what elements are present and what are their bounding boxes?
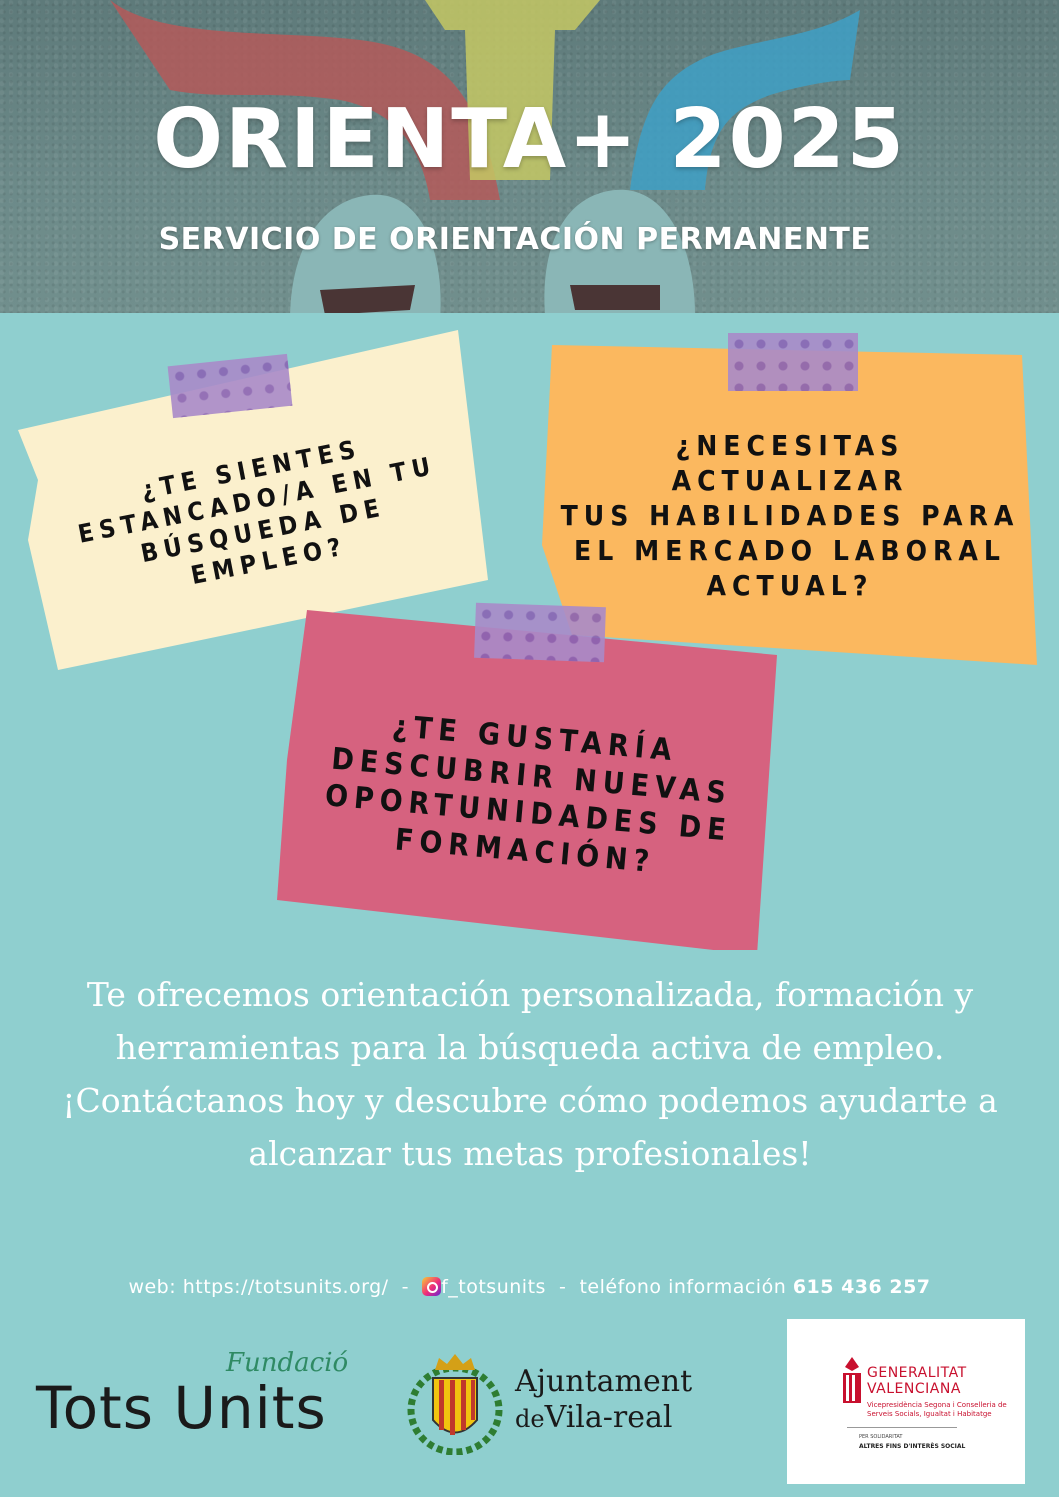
header-banner bbox=[0, 0, 1059, 313]
contact-line bbox=[0, 1276, 1059, 1298]
gva-title bbox=[867, 1365, 967, 1397]
web-link[interactable]: https://totsunits.org/ bbox=[182, 1276, 389, 1298]
note-skills-question bbox=[560, 400, 1020, 630]
logo-name-text: Tots Units bbox=[36, 1374, 327, 1442]
gva-footer-2: ALTRES FINS D'INTERÈS SOCIAL bbox=[859, 1443, 966, 1450]
note-text: ¿NECESITAS ACTUALIZAR TUS HABILIDADES PARA EL MERCADO LABORAL ACTUAL? bbox=[560, 428, 1020, 602]
divider bbox=[847, 1427, 957, 1428]
phone-label: teléfono información bbox=[579, 1276, 787, 1298]
tape-decoration bbox=[728, 333, 858, 391]
ajuntament-line1: Ajuntament bbox=[515, 1364, 693, 1399]
description-paragraph: Te ofrecemos orientación personalizada, formación y herramientas para la búsqueda activa de empleo. bbox=[86, 975, 974, 1067]
page-title: ORIENTA+ 2025 bbox=[153, 92, 906, 187]
logo-fundacio-text: Fundació bbox=[226, 1348, 349, 1378]
note-training-question bbox=[290, 650, 770, 939]
ajuntament-city: Vila-real bbox=[544, 1400, 673, 1435]
ajuntament-logo bbox=[405, 1350, 695, 1460]
gva-footer-1: PER SOLIDARITAT bbox=[859, 1434, 903, 1440]
call-to-action: ¡Contáctanos hoy y descubre cómo podemos ayudarte a alcanzar tus metas profesionales! bbox=[62, 1081, 998, 1173]
tots-units-logo bbox=[36, 1346, 356, 1456]
page-subtitle: SERVICIO DE ORIENTACIÓN PERMANENTE bbox=[158, 222, 872, 257]
generalitat-emblem-icon bbox=[837, 1357, 867, 1417]
generalitat-logo bbox=[787, 1319, 1025, 1484]
tape-decoration bbox=[474, 603, 606, 663]
gva-title-line1: GENERALITAT bbox=[867, 1365, 967, 1381]
ajuntament-line2 bbox=[515, 1400, 673, 1435]
coat-of-arms-icon bbox=[405, 1350, 505, 1455]
description-text bbox=[40, 968, 1020, 1180]
note-text: ¿TE GUSTARÍA DESCUBRIR NUEVAS OPORTUNIDADES DE FORMACIÓN? bbox=[323, 708, 734, 880]
web-label: web: bbox=[128, 1276, 177, 1298]
separator: - bbox=[401, 1276, 409, 1298]
instagram-handle[interactable]: f_totsunits bbox=[441, 1276, 546, 1298]
ajuntament-prefix: de bbox=[515, 1405, 545, 1433]
gva-title-line2: VALENCIANA bbox=[867, 1381, 961, 1397]
instagram-icon bbox=[422, 1277, 441, 1296]
phone-number[interactable]: 615 436 257 bbox=[792, 1276, 931, 1298]
gva-department: Vicepresidència Segona i Conselleria de Serveis Socials, Igualtat i Habitatge bbox=[867, 1401, 1007, 1418]
separator: - bbox=[559, 1276, 567, 1298]
note-text: ¿TE SIENTES ESTANCADO/A EN TU BÚSQUEDA DE EMPLEO? bbox=[75, 433, 439, 591]
